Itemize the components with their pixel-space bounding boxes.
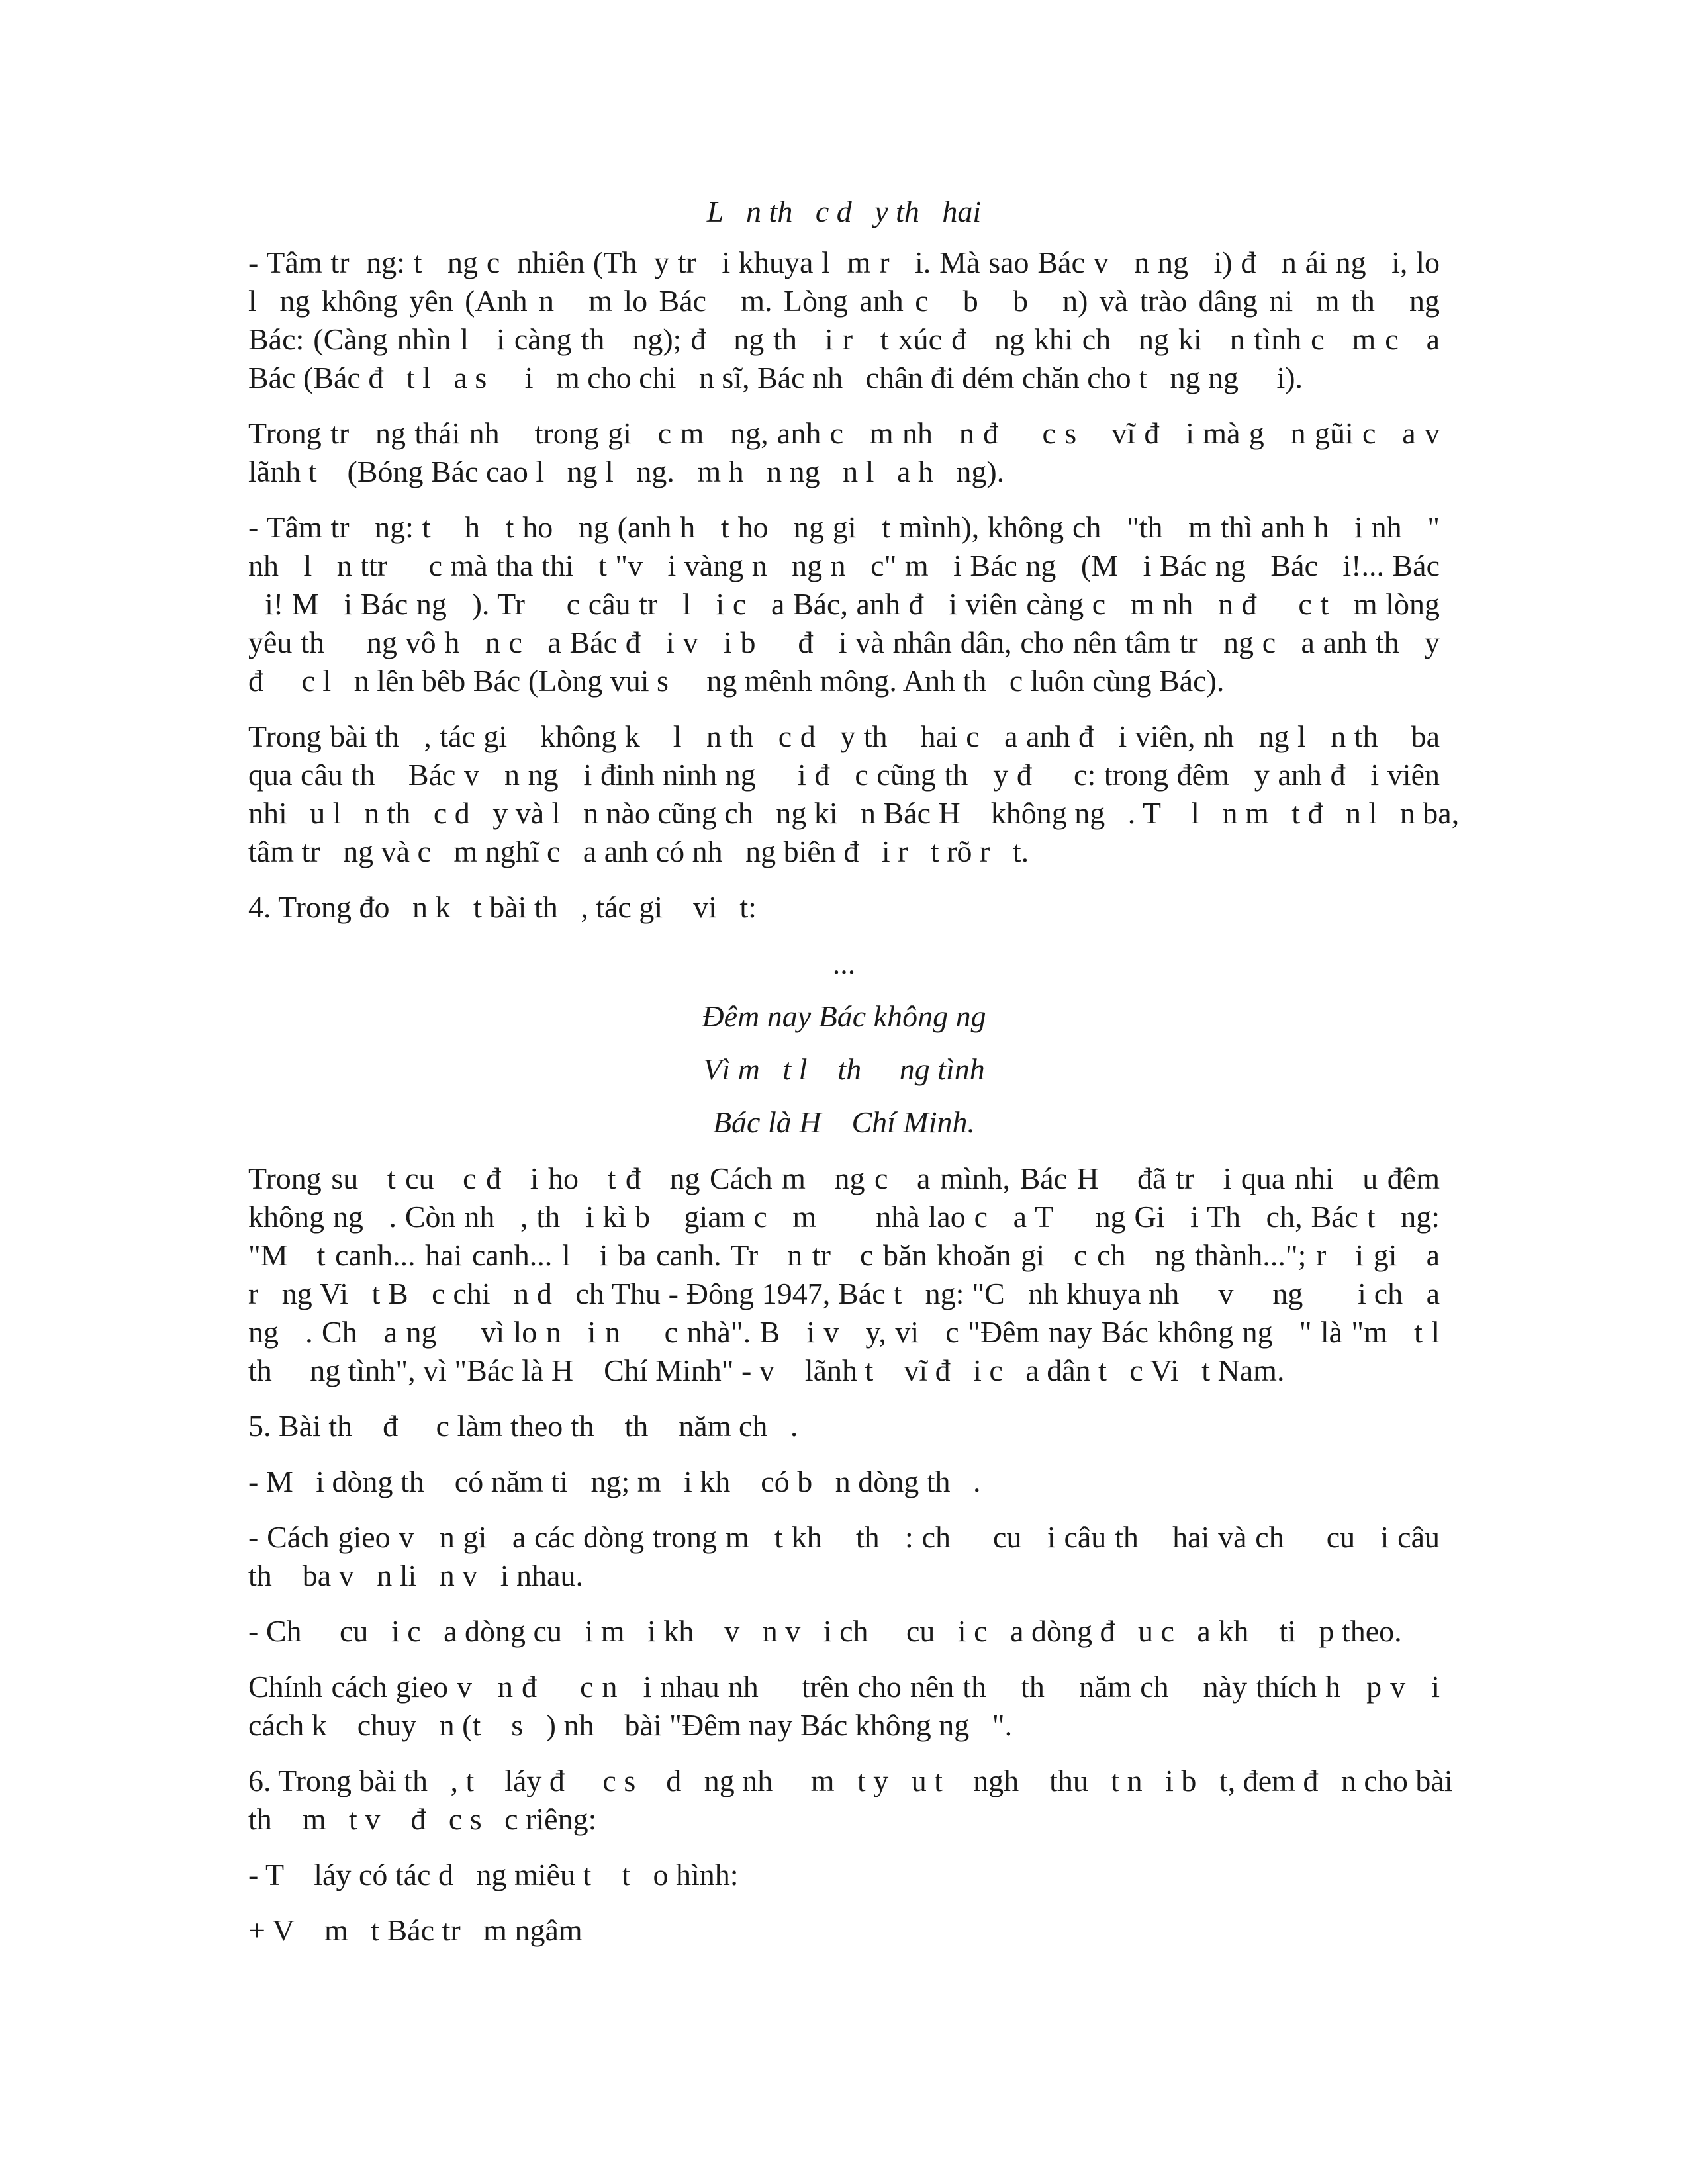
text-line: ng . Ch a ng vì lo n i n c nhà". B i v y, vi c "Đêm nay Bác không ng " là "m t l (248, 1315, 1440, 1349)
text-line: nh l n ttr c mà tha thi t "v i vàng n ng n c" m i Bác ng (M i Bác ng Bác i!... Bác (248, 549, 1440, 582)
text-line: th m t v đ c s c riêng: (248, 1802, 597, 1836)
text-line: Chính cách gieo v n đ c n i nhau nh trên cho nên th th năm ch này thích h p v i (248, 1670, 1440, 1704)
section-heading: L n th c d y th hai (706, 195, 982, 228)
paragraph (248, 1911, 1440, 1950)
text-line: tâm tr ng và c m nghĩ c a anh có nh ng biên đ i r t rõ r t. (248, 835, 1029, 868)
poem-line: Vì m t l th ng tình (703, 1052, 985, 1086)
body-section-2 (248, 1160, 1453, 1950)
paragraph (248, 1762, 1453, 1839)
text-line: l ng không yên (Anh n m lo Bác m. Lòng anh c b b n) và trào dâng ni m th ng (248, 284, 1440, 318)
text-line: th ba v n li n v i nhau. (248, 1559, 583, 1592)
text-line: Bác: (Càng nhìn l i càng th ng); đ ng th i r t xúc đ ng khi ch ng ki n tình c m c a (248, 322, 1440, 356)
paragraph (248, 1668, 1440, 1745)
text-line: Trong tr ng thái nh trong gi c m ng, anh c m nh n đ c s vĩ đ i mà g n gũi c a v (248, 416, 1440, 450)
text-line: - Cách gieo v n gi a các dòng trong m t kh th : ch cu i câu th hai và ch cu i câu (248, 1520, 1440, 1554)
text-line: không ng . Còn nh , th i kì b giam c m nhà lao c a T ng Gi i Th ch, Bác t ng: (248, 1200, 1440, 1234)
text-line: qua câu th Bác v n ng i đinh ninh ng i đ c cũng th y đ c: trong đêm y anh đ i viên (248, 758, 1440, 792)
text-line: i! M i Bác ng ). Tr c câu tr l i c a Bác, anh đ i viên càng c m nh n đ c t m lòng (248, 587, 1440, 621)
paragraph (248, 414, 1440, 491)
text-line: 4. Trong đo n k t bài th , tác gi vi t: (248, 890, 757, 924)
text-line: Trong su t cu c đ i ho t đ ng Cách m ng c a mình, Bác H đã tr i qua nhi u đêm (248, 1161, 1440, 1195)
poem-ellipsis: ... (832, 946, 856, 980)
paragraph (248, 244, 1440, 397)
text-line: - Tâm tr ng: t ng c nhiên (Th y tr i khuya l m r i. Mà sao Bác v n ng i) đ n ái ng i, lo (248, 246, 1440, 279)
text-line: "M t canh... hai canh... l i ba canh. Tr n tr c băn khoăn gi c ch ng thành..."; r i gi a (248, 1238, 1440, 1272)
text-line: r ng Vi t B c chi n d ch Thu - Đông 1947, Bác t ng: "C nh khuya nh v ng i ch a (248, 1277, 1440, 1310)
text-line: - Ch cu i c a dòng cu i m i kh v n v i ch cu i c a dòng đ u c a kh ti p theo. (248, 1614, 1402, 1648)
text-line: đ c l n lên bêb Bác (Lòng vui s ng mênh mông. Anh th c luôn cùng Bác). (248, 664, 1225, 698)
body-section-1 (248, 244, 1460, 927)
paragraph (248, 717, 1460, 871)
document-page (248, 192, 1460, 1967)
poem-line: Đêm nay Bác không ng (702, 999, 986, 1033)
text-line: th ng tình", vì "Bác là H Chí Minh" - v lãnh t vĩ đ i c a dân t c Vi t Nam. (248, 1353, 1285, 1387)
poem-line: Bác là H Chí Minh. (712, 1105, 976, 1139)
paragraph (248, 1160, 1440, 1390)
text-line: lãnh t (Bóng Bác cao l ng l ng. m h n ng n l a h ng). (248, 455, 1005, 488)
text-line: - Tâm tr ng: t h t ho ng (anh h t ho ng gi t mình), không ch "th m thì anh h i nh " (248, 510, 1440, 544)
paragraph (248, 1463, 1440, 1501)
text-line: nhi u l n th c d y và l n nào cũng ch ng ki n Bác H không ng . T l n m t đ n l n ba, (248, 796, 1460, 830)
paragraph (248, 1407, 1440, 1445)
text-line: - T láy có tác d ng miêu t t o hình: (248, 1858, 739, 1891)
text-line: + V m t Bác tr m ngâm (248, 1913, 583, 1947)
text-line: yêu th ng vô h n c a Bác đ i v i b đ i và nhân dân, cho nên tâm tr ng c a anh th y (248, 625, 1440, 659)
paragraph (248, 1856, 1440, 1894)
text-line: Trong bài th , tác gi không k l n th c d y th hai c a anh đ i viên, nh ng l n th ba (248, 719, 1440, 753)
text-line: 6. Trong bài th , t láy đ c s d ng nh m t y u t ngh thu t n i b t, đem đ n cho bài (248, 1764, 1453, 1797)
text-line: cách k chuy n (t s ) nh bài "Đêm nay Bác không ng ". (248, 1708, 1013, 1742)
paragraph (248, 888, 1440, 927)
poem-excerpt (248, 944, 1440, 1142)
paragraph (248, 1518, 1440, 1595)
paragraph (248, 1612, 1440, 1651)
text-line: - M i dòng th có năm ti ng; m i kh có b n dòng th . (248, 1465, 981, 1498)
text-line: Bác (Bác đ t l a s i m cho chi n sĩ, Bác nh chân đi dém chăn cho t ng ng i). (248, 361, 1303, 394)
paragraph (248, 508, 1440, 700)
text-line: 5. Bài th đ c làm theo th th năm ch . (248, 1409, 798, 1443)
